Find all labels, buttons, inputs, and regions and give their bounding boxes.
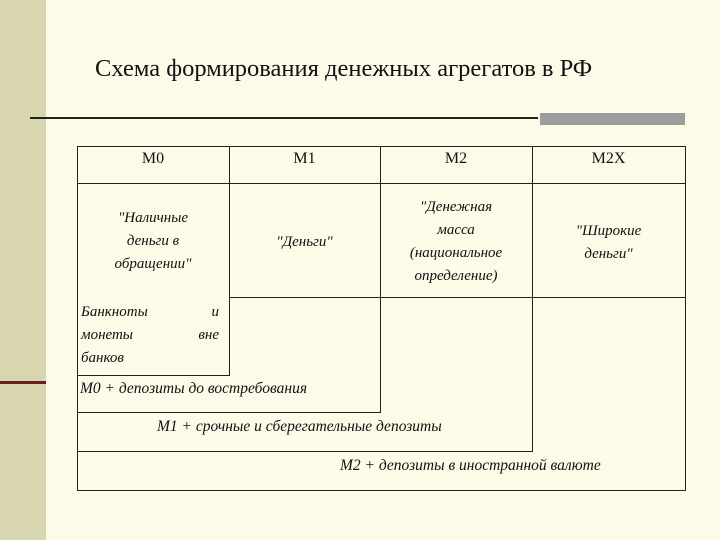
header-m0: М0 (141, 150, 165, 167)
line-m1-row-bottom (77, 412, 380, 413)
line-top (77, 146, 685, 147)
banknotes-text: вне (198, 327, 219, 343)
desc-m2 (380, 196, 532, 288)
banknotes-cell (81, 301, 219, 370)
line-banknotes-bottom (77, 375, 229, 376)
desc-m1-line: "Деньги" (276, 234, 333, 250)
desc-m0 (77, 207, 229, 276)
row-m2-formula: М1 + срочные и сберегательные депозиты (157, 418, 442, 435)
desc-m2x-line: деньги" (584, 246, 633, 262)
line-col3 (532, 146, 533, 452)
desc-m2-line: масса (437, 222, 475, 238)
banknotes-text: и (211, 304, 219, 320)
header-m2: М2 (444, 150, 468, 167)
line-m2-row-bottom (77, 451, 532, 452)
desc-m2-line: определение) (414, 268, 498, 284)
banknotes-text: монеты (81, 327, 133, 343)
desc-m0-line: "Наличные (117, 210, 189, 226)
banknotes-text: банков (81, 350, 124, 366)
header-m2x: М2Х (591, 150, 626, 167)
row-m1-formula: М0 + депозиты до востребования (80, 380, 308, 397)
desc-m0-line: деньги в (126, 233, 180, 249)
row-m2x-formula: М2 + депозиты в иностранной валюте (340, 457, 601, 474)
desc-m0-line: обращении" (114, 256, 192, 272)
page-title: Схема формирования денежных агрегатов в РФ (95, 55, 593, 82)
header-m1: М1 (293, 150, 316, 167)
line-header-bottom (77, 183, 685, 184)
desc-m2x (532, 220, 685, 266)
desc-m2x-line: "Широкие (575, 223, 642, 239)
banknotes-text: Банкноты (81, 304, 148, 320)
line-desc-bottom (229, 297, 685, 298)
desc-m2-line: "Денежная (419, 199, 493, 215)
line-left (77, 146, 78, 491)
desc-m1 (229, 231, 380, 254)
line-right (685, 146, 686, 491)
line-col1 (229, 146, 230, 376)
desc-m2-line: (национальное (409, 245, 503, 261)
line-bottom (77, 490, 685, 491)
